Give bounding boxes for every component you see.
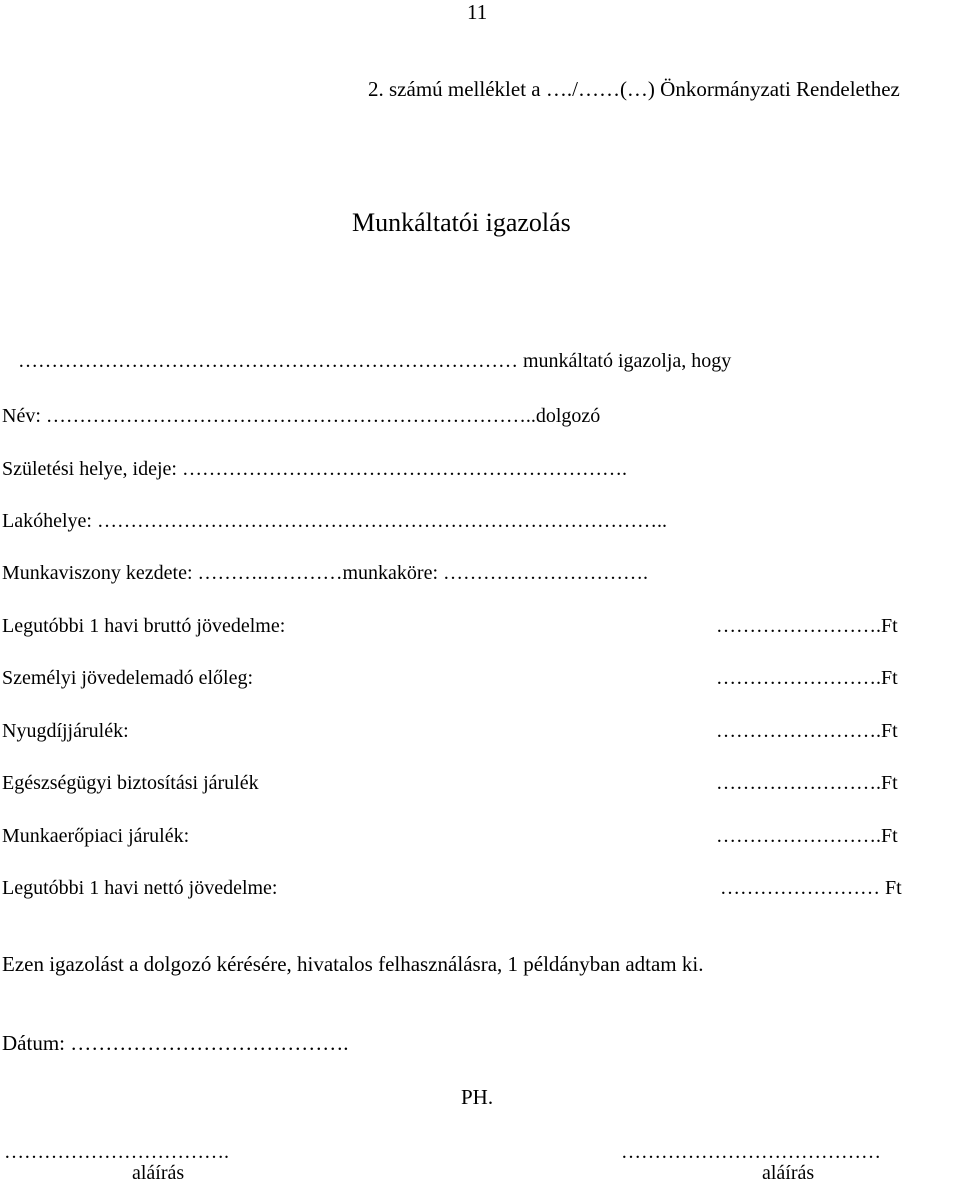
birth-field: Születési helye, ideje: …………………………………………………………. [2,458,627,480]
employer-line-text: munkáltató igazolja, hogy [523,350,732,372]
left-signature-line: ……………………………. [4,1141,229,1163]
personal-tax-label: Személyi jövedelemadó előleg: [2,667,254,689]
labor-market-contribution-value: …………………….Ft [716,825,898,847]
gross-income-value: …………………….Ft [716,615,898,637]
residence-field: Lakóhelye: ………………………………………………………………………….. [2,510,667,532]
labor-market-contribution-label: Munkaerőpiaci járulék: [2,825,190,847]
gross-income-label: Legutóbbi 1 havi bruttó jövedelme: [2,615,286,637]
employment-field: Munkaviszony kezdete: ……….…………munkaköre: …………………………. [2,562,649,584]
personal-tax-value: …………………….Ft [716,667,898,689]
page-number: 11 [467,0,488,24]
employer-line [18,350,731,373]
document-title: Munkáltatói igazolás [352,208,571,237]
employer-blank: ………………………………………………………………… [18,350,518,372]
health-contribution-label: Egészségügyi biztosítási járulék [2,772,259,794]
right-signature-label: aláírás [762,1162,815,1184]
stamp-placeholder: PH. [461,1085,494,1109]
date-field: Dátum: …………………………………. [2,1031,349,1055]
health-contribution-value: …………………….Ft [716,772,898,794]
left-signature-label: aláírás [132,1162,185,1184]
closing-statement: Ezen igazolást a dolgozó kérésére, hivatalos felhasználásra, 1 példányban adtam ki. [2,952,704,976]
pension-contribution-label: Nyugdíjjárulék: [2,720,129,742]
annex-reference: 2. számú melléklet a …./……(…) Önkormányzati Rendelethez [368,77,900,101]
net-income-label: Legutóbbi 1 havi nettó jövedelme: [2,877,278,899]
name-field: Név: ………………………………………………………………..dolgozó [2,405,601,427]
right-signature-line: ………………………………… [621,1141,881,1163]
pension-contribution-value: …………………….Ft [716,720,898,742]
net-income-value: …………………… Ft [720,877,902,899]
